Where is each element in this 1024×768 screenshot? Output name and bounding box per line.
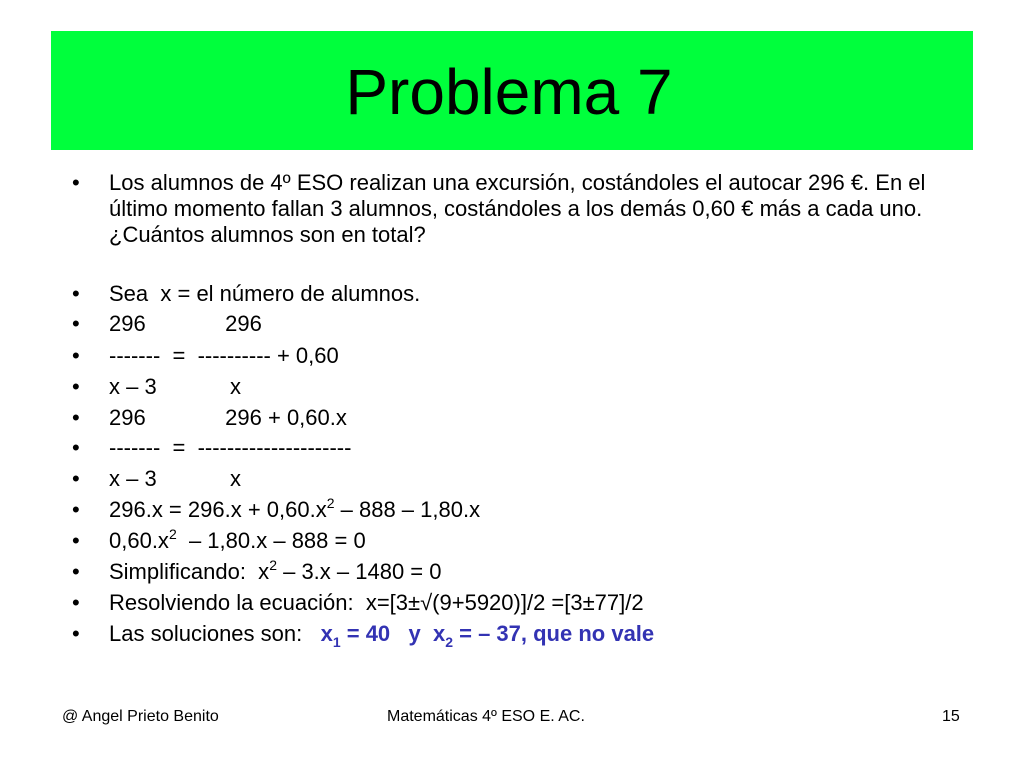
- slide-title: Problema 7: [345, 55, 673, 128]
- equation-1-part-a: 296.x = 296.x + 0,60.x: [109, 497, 327, 522]
- equation-1-exponent: 2: [326, 495, 335, 511]
- solutions-values: [320, 621, 655, 650]
- bullet-icon: •: [72, 528, 80, 553]
- line-fraction-bars-2: ------- = ---------------------: [109, 435, 352, 460]
- line-denominators-2: x – 3 x: [109, 466, 242, 491]
- bullet-icon: •: [72, 466, 80, 491]
- line-numerators-1: 296 296: [109, 311, 262, 336]
- line-numerators-2: 296 296 + 0,60.x: [109, 405, 347, 430]
- bullet-icon: •: [72, 170, 80, 195]
- solutions-label: Las soluciones son:: [109, 621, 321, 646]
- bullet-icon: •: [72, 497, 80, 522]
- line-equation-1: [109, 497, 964, 523]
- bullet-icon: •: [72, 374, 80, 399]
- bullet-icon: •: [72, 311, 80, 336]
- solution-x1-subscript: 1: [332, 634, 341, 650]
- simplify-part-b: – 3.x – 1480 = 0: [276, 559, 442, 584]
- line-solutions: [109, 621, 964, 650]
- bullet-icon: •: [72, 281, 80, 306]
- simplify-part-a: Simplificando: x: [109, 559, 270, 584]
- line-fraction-bars-1: ------- = ---------- + 0,60: [109, 343, 339, 368]
- line-resolve: Resolviendo la ecuación: x=[3±√(9+5920)]/2 =[3±77]/2: [109, 590, 644, 615]
- bullet-icon: •: [72, 590, 80, 615]
- bullet-icon: •: [72, 343, 80, 368]
- bullet-icon: •: [72, 621, 80, 646]
- line-equation-2: [109, 528, 964, 554]
- bullet-icon: •: [72, 559, 80, 584]
- footer-author: @ Angel Prieto Benito: [62, 708, 219, 725]
- equation-2-part-a: 0,60.x: [109, 528, 169, 553]
- solution-middle: = 40 y x: [340, 621, 446, 646]
- line-denominators-1: x – 3 x: [109, 374, 242, 399]
- equation-2-part-b: – 1,80.x – 888 = 0: [176, 528, 366, 553]
- problem-text: Los alumnos de 4º ESO realizan una excursión, costándoles el autocar 296 €. En el último momento fallan 3 alumnos, costándoles a los demás 0,60 € más a cada uno. ¿Cuántos alumnos son en total?: [109, 170, 926, 247]
- bullet-icon: •: [72, 405, 80, 430]
- solution-x2-subscript: 2: [445, 634, 453, 650]
- solution-x1-var: x: [320, 621, 333, 646]
- equation-2-exponent: 2: [168, 526, 177, 542]
- simplify-exponent: 2: [269, 557, 277, 573]
- line-sea: Sea x = el número de alumnos.: [109, 281, 421, 306]
- footer-page-number: 15: [942, 708, 960, 725]
- solution-end: = – 37, que no vale: [453, 621, 655, 646]
- equation-1-part-b: – 888 – 1,80.x: [334, 497, 481, 522]
- bullet-icon: •: [72, 435, 80, 460]
- footer-course: Matemáticas 4º ESO E. AC.: [387, 708, 585, 725]
- line-simplify: [109, 559, 964, 585]
